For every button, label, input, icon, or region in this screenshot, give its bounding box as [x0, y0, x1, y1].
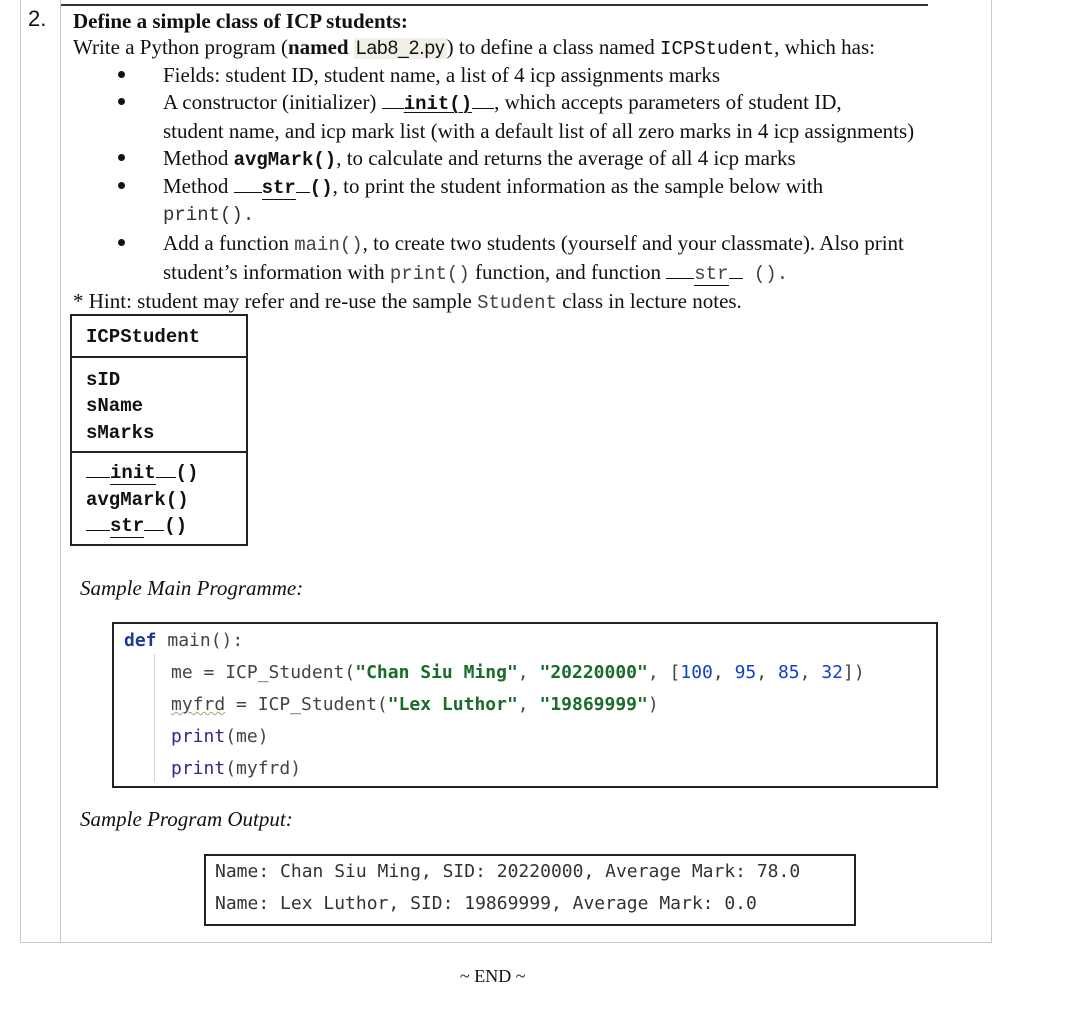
code-string: "20220000"	[539, 662, 648, 683]
intro-filename: Lab8_2.py	[355, 38, 445, 59]
bullet-dot	[118, 98, 125, 105]
code-text: myfrd	[171, 694, 226, 715]
uml-divider	[72, 356, 246, 358]
code-number: 95	[734, 662, 757, 683]
code-text: ,	[517, 662, 540, 683]
main-code: main()	[294, 234, 363, 256]
bullet-main-line2	[163, 259, 788, 287]
main-line2-pre: student’s information with	[163, 260, 390, 284]
end-marker: ~ END ~	[460, 966, 526, 986]
avg-text-post: , to calculate and returns the average of all 4 icp marks	[336, 146, 796, 170]
uml-class-name: ICPStudent	[86, 326, 201, 348]
uml-init-name: init	[110, 462, 156, 484]
uml-field: sMarks	[86, 422, 155, 444]
hint	[73, 288, 742, 316]
code-text: , [	[647, 662, 681, 683]
avg-text-pre: Method	[163, 146, 234, 170]
str-text-post: , to print the student information as the sample below with	[332, 174, 824, 198]
code-number: 32	[821, 662, 844, 683]
code-line	[171, 726, 269, 747]
code-keyword: def	[124, 630, 157, 651]
code-line	[171, 694, 659, 715]
code-text: (me)	[225, 726, 269, 747]
ctor-code: init()	[403, 93, 473, 115]
code-number: 85	[777, 662, 800, 683]
main-line2-code2: str	[694, 263, 729, 285]
str-text-pre: Method	[163, 174, 234, 198]
hint-pre: * Hint: student may refer and re-use the sample	[73, 289, 478, 313]
bullet-str	[163, 173, 823, 201]
str-paren: ()	[309, 177, 333, 199]
ctor-text-post: , which accepts parameters of student ID,	[494, 90, 842, 114]
uml-str-paren: ()	[164, 515, 188, 537]
code-string: "Chan Siu Ming"	[355, 662, 518, 683]
question-intro	[73, 34, 875, 62]
bullet-dot	[118, 182, 125, 189]
bullet-dot	[118, 154, 125, 161]
code-text: ,	[799, 662, 822, 683]
code-string: "19869999"	[539, 694, 648, 715]
uml-divider	[72, 451, 246, 453]
bullet-dot	[118, 71, 125, 78]
uml-method-str	[86, 515, 187, 537]
hint-post: class in lecture notes.	[556, 289, 742, 313]
main-text-pre: Add a function	[163, 231, 295, 255]
table-top-border	[60, 4, 928, 6]
uml-method-avg: avgMark()	[86, 489, 189, 511]
code-text: (myfrd)	[225, 758, 302, 779]
main-line2-end: ().	[742, 263, 789, 285]
uml-method-init	[86, 462, 198, 484]
main-line2-code: print()	[389, 263, 470, 285]
code-builtin: print	[171, 758, 226, 779]
intro-text-pre: Write a Python program (	[73, 35, 288, 59]
code-line	[124, 630, 243, 651]
sample-main-code	[112, 622, 938, 788]
code-text: )	[647, 694, 659, 715]
str-code: str	[261, 177, 296, 199]
output-line: Name: Chan Siu Ming, SID: 20220000, Average Mark: 78.0	[215, 861, 801, 882]
number-column-divider	[60, 0, 61, 942]
code-string: "Lex Luthor"	[387, 694, 518, 715]
code-text: ,	[517, 694, 540, 715]
bullet-constructor-line2: student name, and icp mark list (with a default list of all zero marks in 4 icp assignments)	[163, 119, 915, 143]
hint-code: Student	[477, 292, 557, 314]
output-line: Name: Lex Luthor, SID: 19869999, Average Mark: 0.0	[215, 893, 757, 914]
code-text: main():	[156, 630, 244, 651]
code-text: me =	[171, 662, 226, 683]
code-line	[171, 662, 865, 683]
main-line2-mid: function, and function	[469, 260, 667, 284]
code-text: =	[225, 694, 258, 715]
code-line	[171, 758, 301, 779]
ctor-text-pre: A constructor (initializer)	[163, 90, 382, 114]
code-text: ,	[756, 662, 778, 683]
main-text-post: , to create two students (yourself and your classmate). Also print	[362, 231, 904, 255]
question-title: Define a simple class of ICP students:	[73, 9, 408, 33]
code-number: 100	[680, 662, 713, 683]
code-text: ICP_Student(	[225, 662, 356, 683]
bullet-dot	[118, 239, 125, 246]
uml-str-name: str	[110, 515, 145, 537]
code-text: ,	[712, 662, 735, 683]
code-indent-guide	[154, 654, 155, 782]
sample-output-box	[204, 854, 856, 926]
bullet-fields: Fields: student ID, student name, a list of 4 icp assignments marks	[163, 63, 721, 87]
avg-code: avgMark()	[233, 149, 337, 171]
sample-output-label: Sample Program Output:	[80, 807, 293, 831]
intro-classname: ICPStudent	[660, 38, 775, 60]
bullet-main	[163, 230, 904, 258]
intro-named: named	[287, 35, 354, 59]
uml-field: sName	[86, 395, 144, 417]
uml-field: sID	[86, 369, 121, 391]
bullet-str-line2: print().	[163, 204, 255, 226]
bullet-constructor	[163, 89, 842, 117]
intro-text-mid: ) to define a class named	[446, 35, 661, 59]
intro-text-post: , which has:	[774, 35, 875, 59]
code-builtin: print	[171, 726, 226, 747]
question-number: 2.	[28, 6, 47, 31]
bullet-avgmark	[163, 145, 796, 173]
code-text: ])	[843, 662, 865, 683]
uml-init-paren: ()	[175, 462, 199, 484]
code-text: ICP_Student(	[257, 694, 388, 715]
sample-main-label: Sample Main Programme:	[80, 576, 304, 600]
uml-class-box	[70, 314, 248, 546]
